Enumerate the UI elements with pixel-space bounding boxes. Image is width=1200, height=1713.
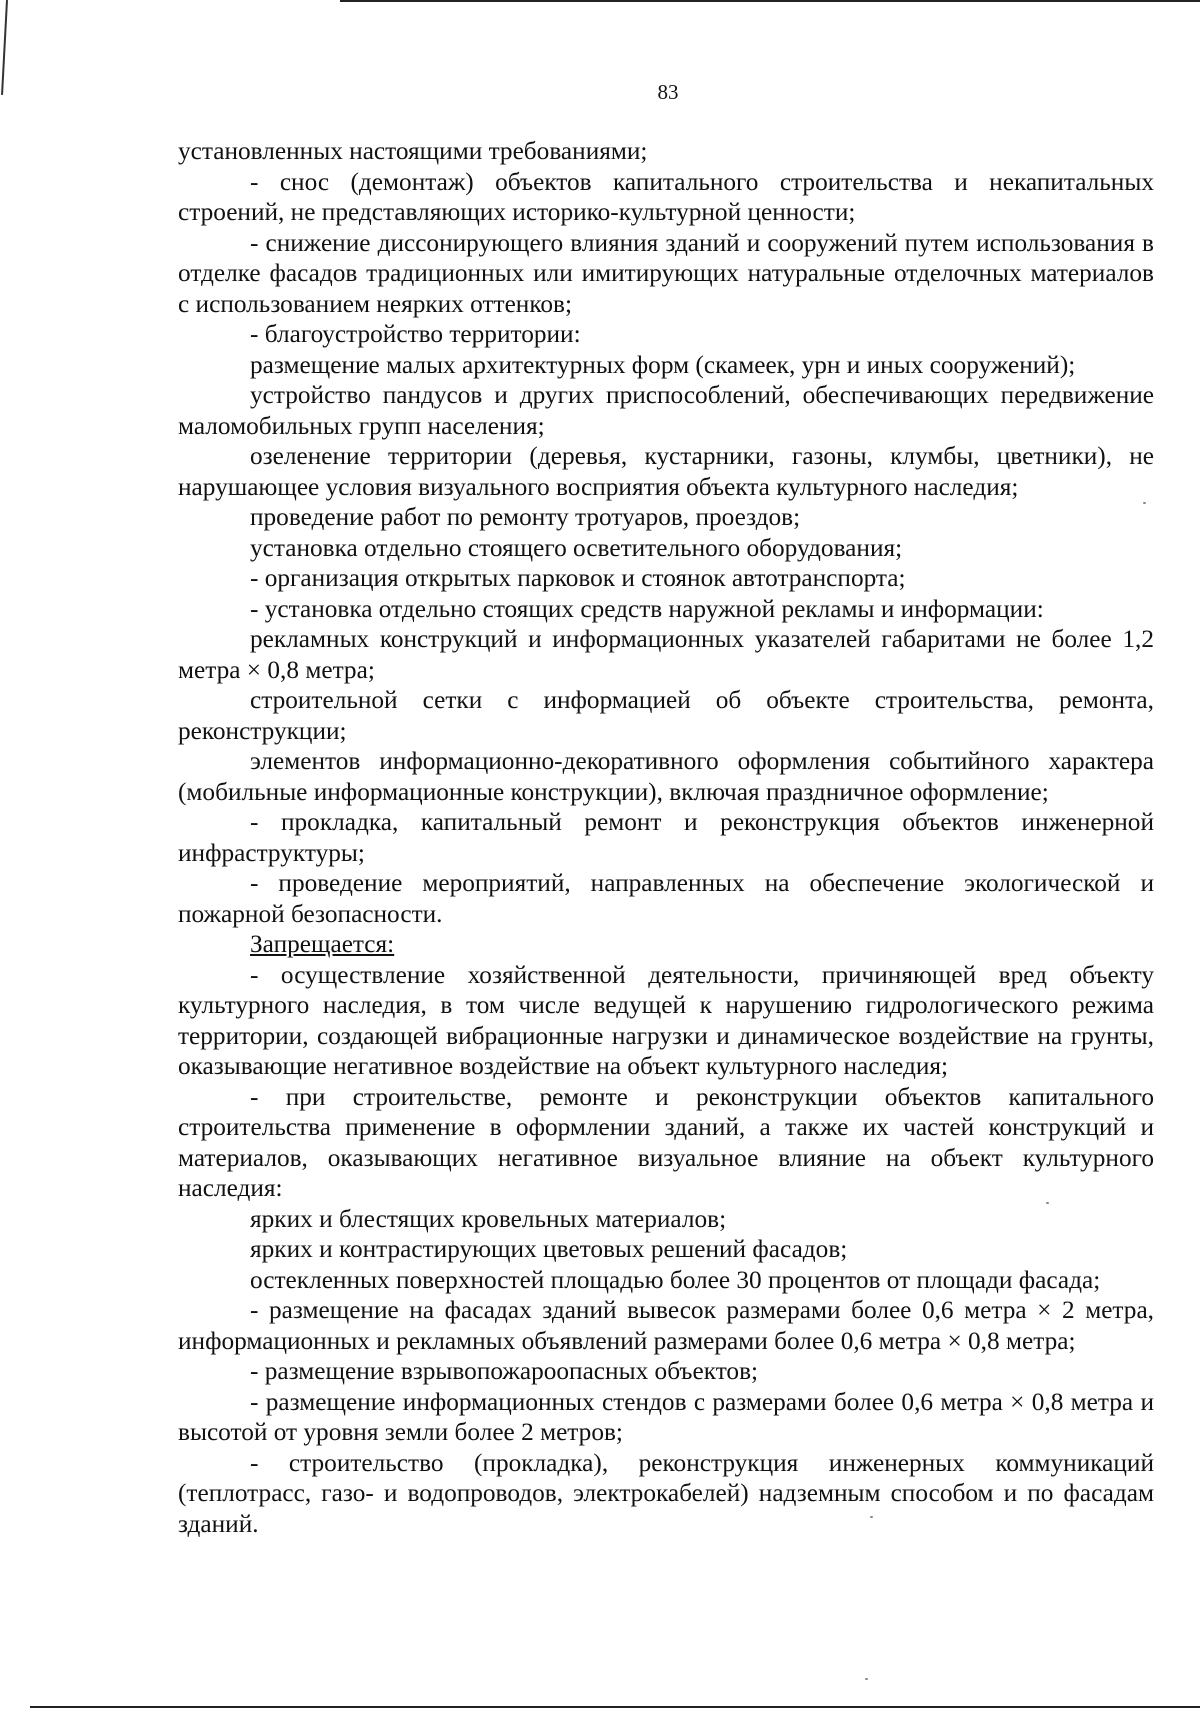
paragraph: Запрещается: [250,930,395,958]
page-number: 83 [657,80,679,104]
scan-edge-bottom [30,1706,1200,1708]
paragraph: - снижение диссонирующего влияния зданий и сооружений путем использования в отделке фасадов традиционных или имитирующих натуральные отделочных материалов с использованием неярких оттенков; [178,228,1154,318]
paragraph: - строительство (прокладка), реконструкция инженерных коммуникаций (теплотрасс, газо- и водопроводов, электрокабелей) надземным способом и по фасадам зданий. [178,1448,1154,1538]
paragraph: ярких и контрастирующих цветовых решений фасадов; [250,1235,848,1263]
paragraph: рекламных конструкций и информационных указателей габаритами не более 1,2 метра × 0,8 метра; [178,625,1154,684]
paragraph: - размещение взрывопожароопасных объектов; [250,1357,759,1385]
paragraph: устройство пандусов и других приспособлений, обеспечивающих передвижение маломобильных групп населения; [178,381,1154,440]
paragraph: остекленных поверхностей площадью более 30 процентов от площади фасада; [250,1265,1101,1294]
paragraph: - установка отдельно стоящих средств наружной рекламы и информации: [250,594,1044,623]
paragraph: - размещение информационных стендов с размерами более 0,6 метра × 0,8 метра и высотой от уровня земли более 2 метров; [178,1387,1154,1446]
paragraph: - организация открытых парковок и стоянок автотранспорта; [250,564,906,592]
paragraph: - снос (демонтаж) объектов капитального строительства и некапитальных строений, не представляющих историко-культурной ценности; [178,167,1154,226]
paragraph: - благоустройство территории: [250,320,581,348]
paragraph: - проведение мероприятий, направленных на обеспечение экологической и пожарной безопасности. [178,869,1154,928]
document-body [178,136,1154,1539]
paragraph: размещение малых архитектурных форм (скамеек, урн и иных сооружений); [250,350,1076,379]
paragraph: ярких и блестящих кровельных материалов; [250,1204,727,1233]
paragraph: - осуществление хозяйственной деятельности, причиняющей вред объекту культурного наследия, в том числе ведущей к нарушению гидрологического режима территории, создающей вибрационные нагрузки и динамическое воздействие на грунты, оказывающие негативное воздействие на объект культурного наследия; [178,960,1154,1080]
paragraph: элементов информационно-декоративного оформления событийного характера (мобильные информационные конструкции), включая праздничное оформление; [178,747,1154,806]
scan-speck [865,1678,868,1680]
paragraph: установка отдельно стоящего осветительного оборудования; [250,533,903,562]
paragraph: - при строительстве, ремонте и реконструкции объектов капитального строительства применение в оформлении зданий, а также их частей конструкций и материалов, оказывающих негативное визуальное влияние на объект культурного наследия: [178,1082,1154,1202]
paragraph: - размещение на фасадах зданий вывесок размерами более 0,6 метра × 2 метра, информационных и рекламных объявлений размерами более 0,6 метра × 0,8 метра; [178,1296,1154,1355]
paragraph: озеленение территории (деревья, кустарники, газоны, клумбы, цветники), не нарушающее условия визуального восприятия объекта культурного наследия; [178,442,1154,501]
paragraph: строительной сетки с информацией об объекте строительства, ремонта, реконструкции; [178,686,1154,745]
scan-edge-top [340,0,1200,2]
paragraph: установленных настоящими требованиями; [178,137,648,165]
paragraph: проведение работ по ремонту тротуаров, проездов; [250,503,801,531]
paragraph: - прокладка, капитальный ремонт и реконструкция объектов инженерной инфраструктуры; [178,808,1154,867]
